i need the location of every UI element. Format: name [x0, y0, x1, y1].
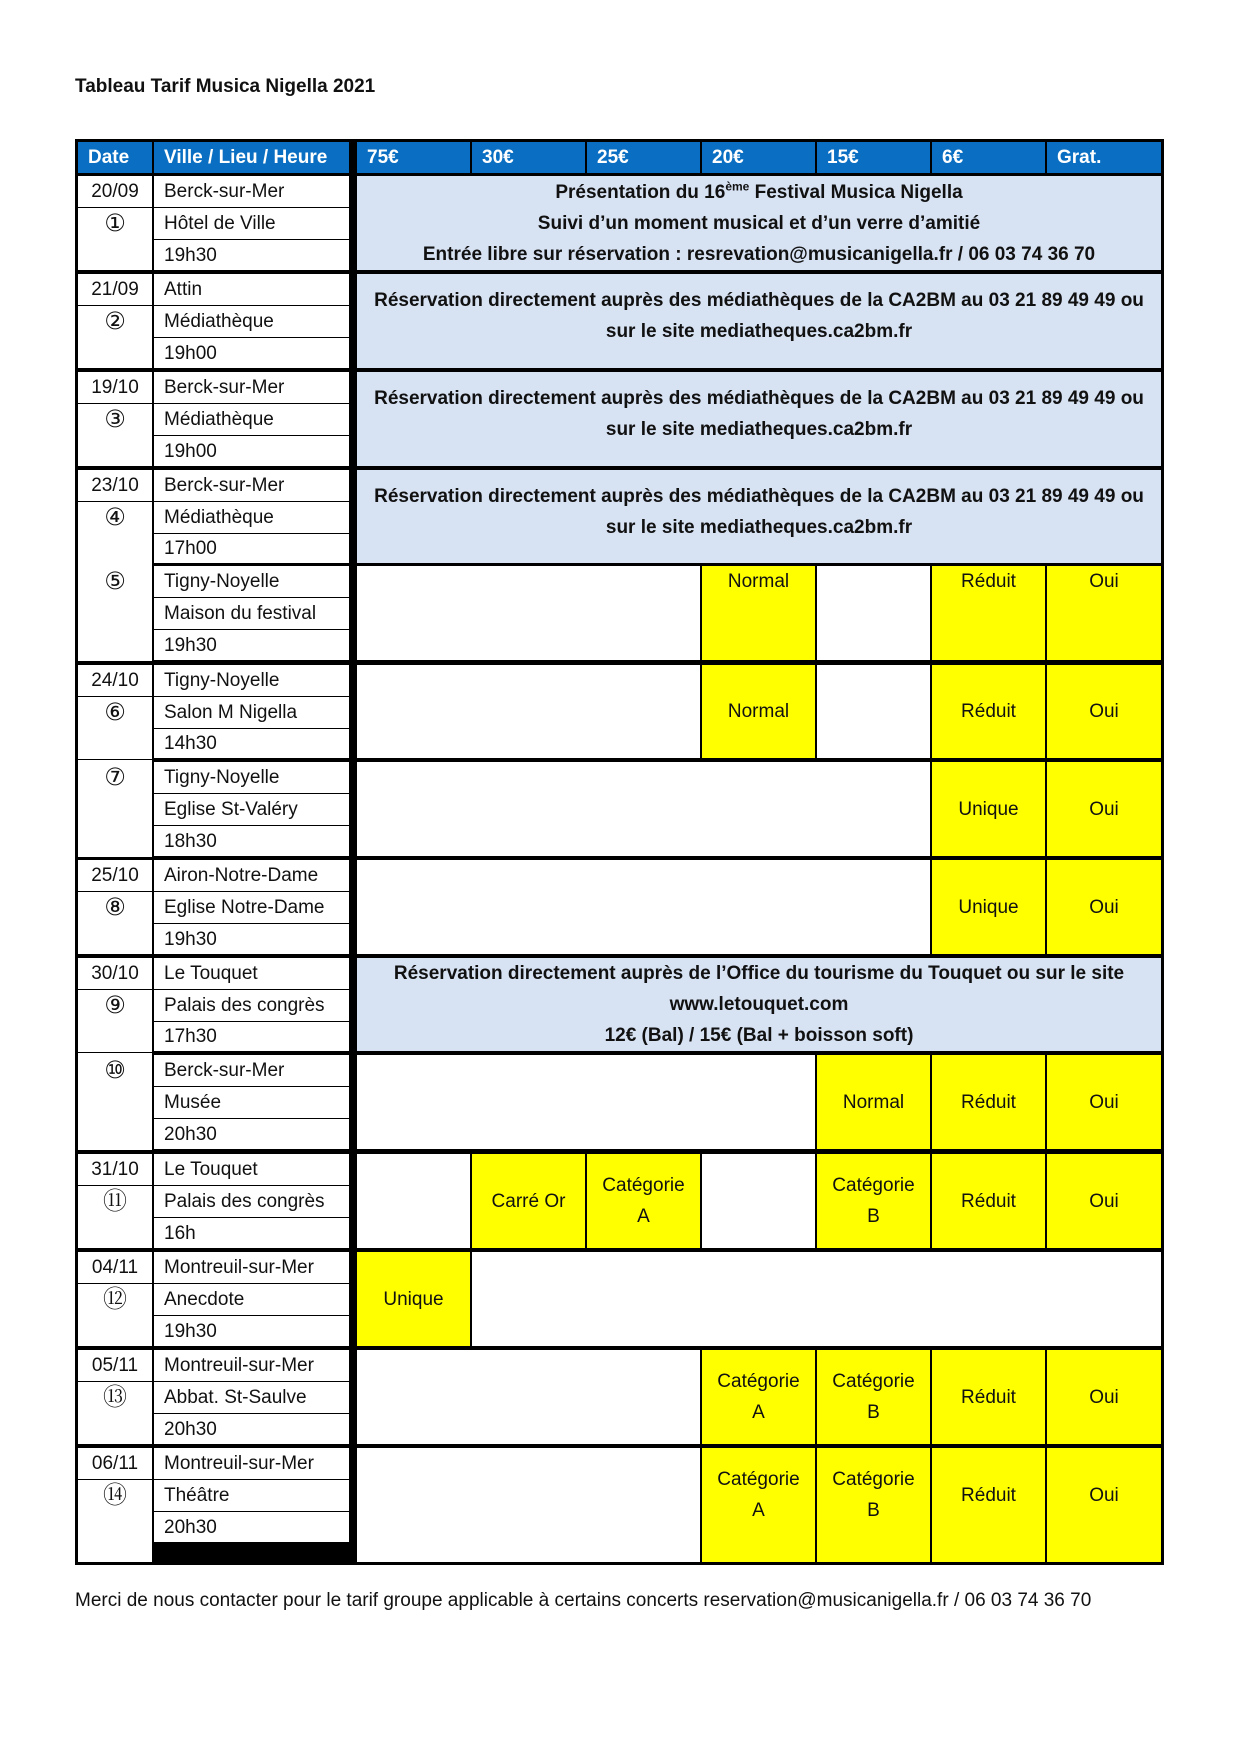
header-price-30: 30€	[472, 142, 585, 173]
category-label: Catégorie	[832, 1371, 915, 1392]
event-city: Berck-sur-Mer	[154, 1055, 349, 1086]
event-number: ⑥	[78, 697, 152, 759]
price-cell-gratuit: Oui	[1047, 762, 1161, 856]
document-title: Tableau Tarif Musica Nigella 2021	[75, 76, 376, 97]
presentation-line3: Entrée libre sur réservation : resrevation@musicanigella.fr / 06 03 74 36 70	[422, 243, 1096, 265]
event-time: 18h30	[154, 826, 349, 856]
event-city: Le Touquet	[154, 958, 349, 989]
price-cell-6: Réduit	[932, 1055, 1045, 1149]
event-date: 21/09	[78, 274, 152, 305]
footer-note: Merci de nous contacter pour le tarif groupe applicable à certains concerts reservation@musicanigella.fr / 06 03 74 36 70	[75, 1590, 1092, 1611]
mediatheque-line2: sur le site mediatheques.ca2bm.fr	[605, 516, 913, 538]
event-venue: Anecdote	[154, 1284, 349, 1315]
event-date: 31/10	[78, 1154, 152, 1185]
price-cell-6: Réduit	[932, 665, 1045, 758]
event-city: Attin	[154, 274, 349, 305]
price-cell-gratuit: Oui	[1047, 1448, 1161, 1562]
event-time: 19h30	[154, 1316, 349, 1346]
price-cell-20	[702, 1350, 815, 1444]
price-cell-empty	[357, 762, 930, 856]
event-time: 19h30	[154, 630, 349, 660]
price-cell-empty	[357, 566, 700, 660]
header-price-20: 20€	[702, 142, 815, 173]
price-cell-15: Normal	[817, 1055, 930, 1149]
event-date: 19/10	[78, 372, 152, 403]
price-cell-empty	[817, 566, 930, 660]
price-cell-empty	[357, 1448, 700, 1562]
event-number: ③	[78, 404, 152, 466]
mediatheque-line2: sur le site mediatheques.ca2bm.fr	[605, 321, 913, 342]
price-cell-15	[817, 1350, 930, 1444]
price-cell-empty	[357, 860, 930, 954]
event-time: 17h30	[154, 1022, 349, 1051]
event-venue: Palais des congrès	[154, 990, 349, 1021]
header-date: Date	[78, 142, 152, 173]
presentation-line2: Suivi d’un moment musical et d’un verre d’amitié	[537, 212, 981, 234]
price-cell-75: Unique	[357, 1252, 470, 1346]
event-city: Montreuil-sur-Mer	[154, 1350, 349, 1381]
event-date: 25/10	[78, 860, 152, 891]
event-venue: Salon M Nigella	[154, 697, 349, 728]
mediatheque-line2: sur le site mediatheques.ca2bm.fr	[605, 419, 913, 440]
category-letter: B	[867, 1500, 880, 1521]
event-number: ⑤	[78, 564, 152, 661]
tarif-table	[75, 139, 1164, 1565]
event-venue: Eglise St-Valéry	[154, 794, 349, 825]
price-cell-empty	[357, 1055, 815, 1149]
event-venue: Maison du festival	[154, 598, 349, 629]
price-cell-15	[817, 1448, 930, 1562]
category-label: Catégorie	[717, 1371, 800, 1392]
event-time: 14h30	[154, 729, 349, 758]
event-number: ⑪	[78, 1186, 152, 1248]
category-label: Catégorie	[832, 1175, 915, 1196]
event-time: 19h00	[154, 436, 349, 466]
price-cell-gratuit: Oui	[1047, 860, 1161, 954]
event-venue: Hôtel de Ville	[154, 208, 349, 239]
price-cell-20: Normal	[702, 566, 815, 660]
price-cell-6: Réduit	[932, 1350, 1045, 1444]
event-city: Tigny-Noyelle	[154, 762, 349, 793]
event-city: Montreuil-sur-Mer	[154, 1448, 349, 1479]
event-time: 20h30	[154, 1414, 349, 1444]
category-letter: A	[752, 1500, 765, 1521]
price-cell-empty	[817, 665, 930, 758]
category-letter: A	[637, 1206, 650, 1227]
event-venue: Théâtre	[154, 1480, 349, 1511]
event-venue: Médiathèque	[154, 306, 349, 337]
header-price-75: 75€	[357, 142, 470, 173]
touquet-line1: Réservation directement auprès de l’Office du tourisme du Touquet ou sur le site	[393, 963, 1125, 984]
price-cell-6: Réduit	[932, 1154, 1045, 1248]
event-city: Berck-sur-Mer	[154, 470, 349, 501]
header-price-6: 6€	[932, 142, 1045, 173]
presentation-line1-sup: ème	[725, 179, 750, 194]
price-cell-gratuit: Oui	[1047, 1055, 1161, 1149]
price-cell-gratuit: Oui	[1047, 1154, 1161, 1248]
price-cell-6: Unique	[932, 860, 1045, 954]
event-venue: Musée	[154, 1087, 349, 1118]
touquet-line3: 12€ (Bal) / 15€ (Bal + boisson soft)	[604, 1025, 914, 1046]
mediatheque-note	[357, 274, 1161, 368]
event-date: 23/10	[78, 470, 152, 501]
header-price-gratuit: Grat.	[1047, 142, 1161, 173]
event-number: ⑭	[78, 1480, 152, 1562]
price-cell-empty	[357, 665, 700, 758]
mediatheque-line1: Réservation directement auprès des médiathèques de la CA2BM au 03 21 89 49 49 ou	[374, 290, 1144, 311]
event-number: ⑫	[78, 1284, 152, 1346]
event-date: 30/10	[78, 958, 152, 989]
event-venue: Médiathèque	[154, 502, 349, 533]
price-cell-gratuit: Oui	[1047, 665, 1161, 758]
event-city: Tigny-Noyelle	[154, 566, 349, 597]
price-cell-25	[587, 1154, 700, 1248]
header-price-25: 25€	[587, 142, 700, 173]
price-cell-20	[702, 1448, 815, 1562]
event-time: 19h00	[154, 338, 349, 368]
price-cell-30: Carré Or	[472, 1154, 585, 1248]
event-time: 20h30	[154, 1512, 349, 1542]
event-city: Montreuil-sur-Mer	[154, 1252, 349, 1283]
event-time: 20h30	[154, 1119, 349, 1149]
mediatheque-note	[357, 372, 1161, 466]
price-cell-gratuit: Oui	[1047, 1350, 1161, 1444]
event-time: 16h	[154, 1218, 349, 1248]
category-label: Catégorie	[717, 1469, 800, 1490]
event-number: ⑬	[78, 1382, 152, 1444]
price-cell-15	[817, 1154, 930, 1248]
event-date: 04/11	[78, 1252, 152, 1283]
price-cell-empty	[472, 1252, 1161, 1346]
category-label: Catégorie	[602, 1175, 685, 1196]
event-number: ⑨	[78, 990, 152, 1052]
presentation-line1-after: Festival Musica Nigella	[749, 181, 963, 203]
touquet-note	[357, 958, 1161, 1051]
price-cell-gratuit: Oui	[1047, 566, 1161, 660]
presentation-line1-before: Présentation du 16	[555, 181, 726, 203]
header-lieu: Ville / Lieu / Heure	[154, 142, 349, 173]
mediatheque-line1: Réservation directement auprès des médiathèques de la CA2BM au 03 21 89 49 49 ou	[374, 485, 1144, 507]
event-venue: Palais des congrès	[154, 1186, 349, 1217]
mediatheque-note	[357, 470, 1161, 563]
event-city: Berck-sur-Mer	[154, 372, 349, 403]
event-city: Berck-sur-Mer	[154, 176, 349, 207]
mediatheque-line1: Réservation directement auprès des médiathèques de la CA2BM au 03 21 89 49 49 ou	[374, 388, 1144, 409]
event-number: ⑦	[78, 760, 152, 857]
event-city: Tigny-Noyelle	[154, 665, 349, 696]
event-city: Airon-Notre-Dame	[154, 860, 349, 891]
price-cell-empty	[357, 1350, 700, 1444]
event-city: Le Touquet	[154, 1154, 349, 1185]
category-letter: A	[752, 1402, 765, 1423]
event-number: ②	[78, 306, 152, 368]
event-date: 20/09	[78, 176, 152, 207]
price-cell-empty	[357, 1154, 470, 1248]
category-letter: B	[867, 1402, 880, 1423]
price-cell-6: Réduit	[932, 566, 1045, 660]
event-time: 19h30	[154, 924, 349, 954]
event-venue: Abbat. St-Saulve	[154, 1382, 349, 1413]
event-date: 24/10	[78, 665, 152, 696]
event-date: 06/11	[78, 1448, 152, 1479]
price-cell-6: Réduit	[932, 1448, 1045, 1562]
presentation-note	[357, 176, 1161, 270]
event-time: 19h30	[154, 240, 349, 270]
price-cell-20: Normal	[702, 665, 815, 758]
event-number: ④	[78, 502, 152, 564]
price-cell-empty	[702, 1154, 815, 1248]
event-number: ⑧	[78, 892, 152, 954]
event-venue: Médiathèque	[154, 404, 349, 435]
price-cell-6: Unique	[932, 762, 1045, 856]
event-date: 05/11	[78, 1350, 152, 1381]
category-label: Catégorie	[832, 1469, 915, 1490]
header-price-15: 15€	[817, 142, 930, 173]
event-time: 17h00	[154, 534, 349, 563]
event-number: ⑩	[78, 1053, 152, 1150]
touquet-line2: www.letouquet.com	[669, 994, 849, 1015]
category-letter: B	[867, 1206, 880, 1227]
event-venue: Eglise Notre-Dame	[154, 892, 349, 923]
event-number: ①	[78, 208, 152, 270]
